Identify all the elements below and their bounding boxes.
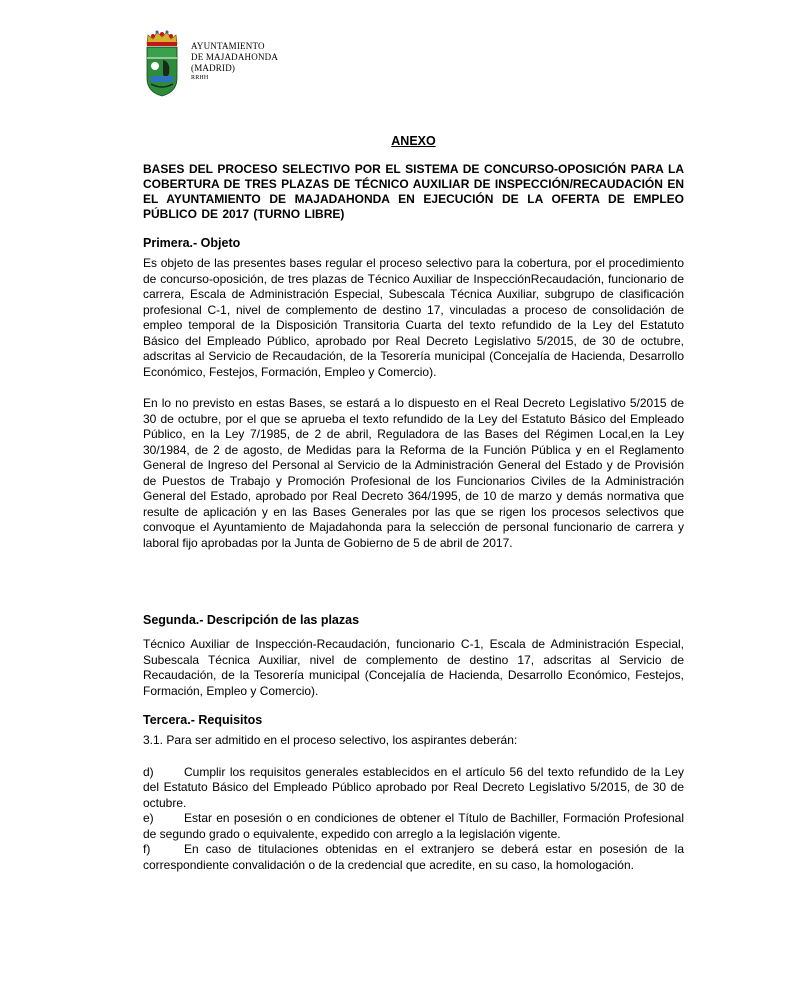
requirement-letter: f) xyxy=(143,842,151,856)
department-label: RRHH xyxy=(191,75,209,81)
requirement-text: En caso de titulaciones obtenidas en el extranjero se deberá estar en posesión de la correspondiente convalidación o de la credencial que acredite, en su caso, la homologación. xyxy=(143,842,684,872)
paragraph: Es objeto de las presentes bases regular el proceso selectivo para la cobertura, por el procedimiento de concurso-oposición, de tres plazas de Técnico Auxiliar de InspecciónRecaudación, funcionario de carrera, Escala de Administración Especial, Subescala Técnica Auxiliar, subgrupo de clasificación profesional C-1, nivel de complemento de destino 17, vinculadas a proceso de consolidación de empleo temporal de la Disposición Transitoria Cuarta del texto refundido de la Ley del Estatuto Básico del Empleado Público, aprobado por Real Decreto Legislativo 5/2015, de 30 de octubre, adscritas al Servicio de Recaudación, de la Tesorería municipal (Concejalía de Hacienda, Desarrollo Económico, Festejos, Formación, Empleo y Comercio). xyxy=(143,256,684,379)
document-title: BASES DEL PROCESO SELECTIVO POR EL SISTEMA DE CONCURSO-OPOSICIÓN PARA LA COBERTURA DE TRES PLAZAS DE TÉCNICO AUXILIAR DE INSPECCIÓN/RECAUDACIÓN EN EL AYUNTAMIENTO DE MAJADAHONDA EN EJECUCIÓN DE LA OFERTA DE EMPLEO PÚBLICO DE 2017 (TURNO LIBRE) xyxy=(143,162,684,221)
requirement-text: Cumplir los requisitos generales establecidos en el artículo 56 del texto refundido de la Ley del Estatuto Básico del Empleado Público aprobado por Real Decreto Legislativo 5/2015, de 30 de octubre. xyxy=(143,764,684,810)
section-heading-segunda: Segunda.- Descripción de las plazas xyxy=(143,613,360,627)
requirement-letter: e) xyxy=(143,811,154,825)
section-heading-tercera: Tercera.- Requisitos xyxy=(143,713,263,727)
requirement-letter: d) xyxy=(143,764,154,779)
organization-name xyxy=(191,41,278,83)
annex-title: ANEXO xyxy=(391,134,436,148)
org-line: DE MAJADAHONDA xyxy=(191,52,279,62)
letterhead xyxy=(143,28,443,100)
paragraph: 3.1. Para ser admitido en el proceso selectivo, los aspirantes deberán: xyxy=(143,733,518,747)
org-line: (MADRID) xyxy=(191,63,236,73)
municipal-crest-icon xyxy=(143,28,181,98)
org-line: AYUNTAMIENTO xyxy=(191,41,265,51)
paragraph: Técnico Auxiliar de Inspección-Recaudación, funcionario C-1, Escala de Administración Especial, Subescala Técnica Auxiliar, nivel de complemento de destino 17, adscritas al Servicio de Recaudación, de la Tesorería municipal (Concejalía de Hacienda, Desarrollo Económico, Festejos, Formación, Empleo y Comercio). xyxy=(143,637,684,698)
paragraph: En lo no previsto en estas Bases, se estará a lo dispuesto en el Real Decreto Legislativo 5/2015 de 30 de octubre, por el que se aprueba el texto refundido de la Ley del Estatuto Básico del Empleado Público, en la Ley 7/1985, de 2 de abril, Reguladora de las Bases del Régimen Local,en la Ley 30/1984, de 2 de agosto, de Medidas para la Reforma de la Función Pública y en el Reglamento General de Ingreso del Personal al Servicio de la Administración General del Estado y de Provisión de Puestos de Trabajo y Promoción Profesional de los Funcionarios Civiles de la Administración General del Estado, aprobado por Real Decreto 364/1995, de 10 de marzo y demás normativa que resulte de aplicación y en las Bases Generales por las que se rigen los procesos selectivos que convoque el Ayuntamiento de Majadahonda para la selección de personal funcionario de carrera y laboral fijo aprobadas por la Junta de Gobierno de 5 de abril de 2017. xyxy=(143,396,684,550)
requirement-text: Estar en posesión o en condiciones de obtener el Título de Bachiller, Formación Profesional de segundo grado o equivalente, expedido con arreglo a la legislación vigente. xyxy=(143,811,684,841)
requirement-item xyxy=(143,842,684,873)
document-body xyxy=(143,134,684,873)
requirement-item xyxy=(143,811,684,842)
requirement-item xyxy=(143,765,684,812)
section-heading-primera: Primera.- Objeto xyxy=(143,236,241,250)
